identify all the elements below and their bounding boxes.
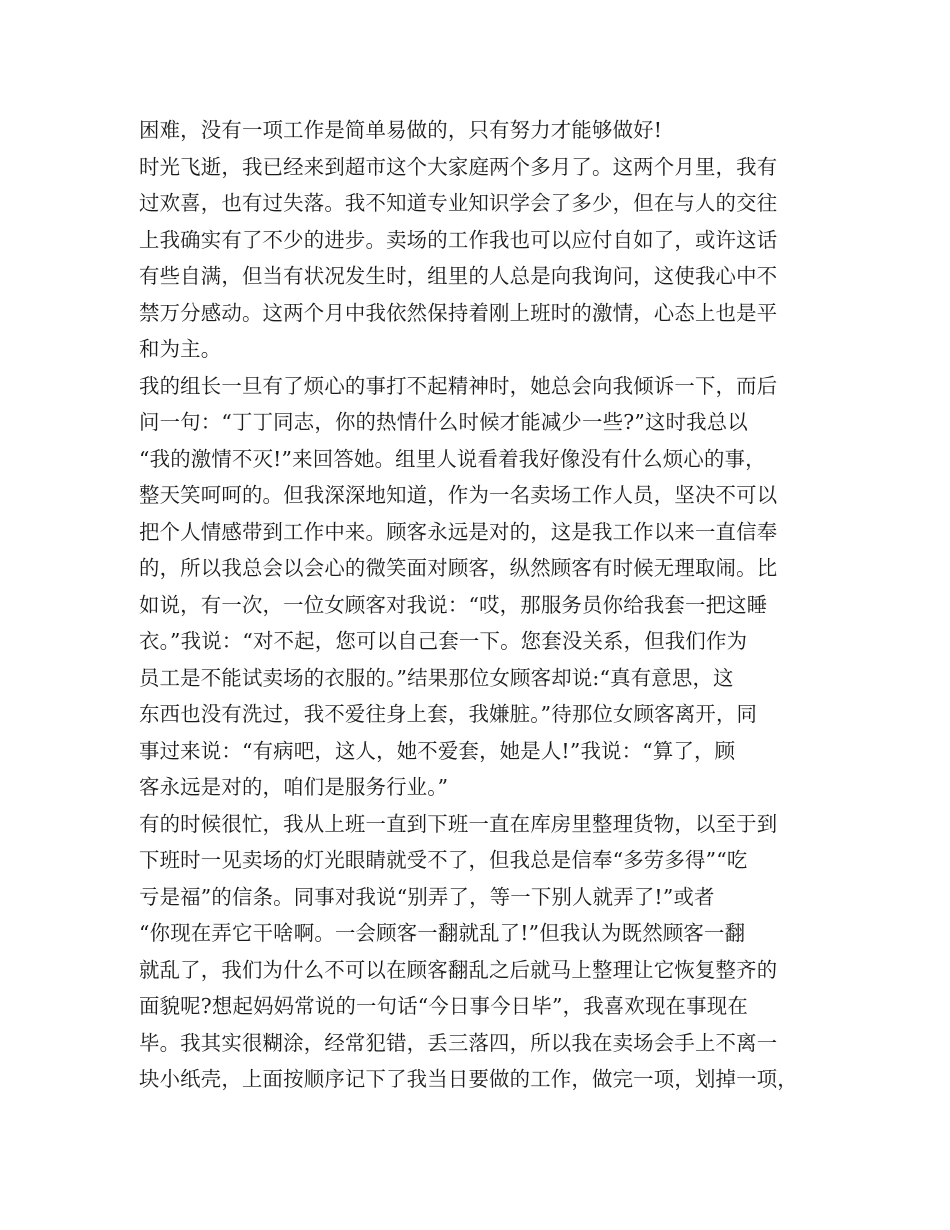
text-line: 的，所以我总会以会心的微笑面对顾客，纵然顾客有时候无理取闹。比 (139, 556, 778, 580)
text-line: 和为主。 (139, 337, 222, 361)
text-line: 面貌呢?想起妈妈常说的一句话“今日事今日毕”，我喜欢现在事现在 (139, 994, 748, 1018)
text-line: 毕。我其实很糊涂，经常犯错，丢三落四，所以我在卖场会手上不离一 (139, 1030, 778, 1055)
text-line: 事过来说：“有病吧，这人，她不爱套，她是人!”我说：“算了，顾 (139, 738, 736, 763)
text-line: 亏是福”的信条。同事对我说“别弄了，等一下别人就弄了!”或者 (139, 884, 715, 909)
text-line: “我的激情不灭!”来回答她。组里人说看着我好像没有什么烦心的事， (139, 446, 766, 471)
text-line: 客永远是对的，咱们是服务行业。” (139, 775, 449, 799)
text-line: 衣。”我说：“对不起，您可以自己套一下。您套没关系，但我们作为 (139, 629, 748, 653)
text-line: 有的时候很忙，我从上班一直到下班一直在库房里整理货物，以至于到 (139, 811, 778, 836)
text-line: 有些自满，但当有状况发生时，组里的人总是向我询问，这使我心中不 (139, 264, 778, 288)
text-line: 下班时一见卖场的灯光眼睛就受不了，但我总是信奉“多劳多得”“吃 (139, 848, 748, 872)
text-line: 员工是不能试卖场的衣服的。”结果那位女顾客却说:“真有意思，这 (139, 665, 734, 690)
text-line: 禁万分感动。这两个月中我依然保持着刚上班时的激情，心态上也是平 (139, 300, 778, 325)
text-line: 东西也没有洗过，我不爱往身上套，我嫌脏。”待那位女顾客离开，同 (139, 702, 758, 726)
text-line: 如说，有一次，一位女顾客对我说：“哎，那服务员你给我套一把这睡 (139, 592, 768, 617)
text-line: 我的组长一旦有了烦心的事打不起精神时，她总会向我倾诉一下，而后 (139, 373, 778, 398)
text-line: 问一句：“丁丁同志，你的热情什么时候才能减少一些?”这时我总以 (139, 410, 748, 434)
text-line: 时光飞逝，我已经来到超市这个大家庭两个多月了。这两个月里，我有 (139, 154, 778, 179)
text-line: 块小纸壳，上面按顺序记下了我当日要做的工作，做完一项，划掉一项， (139, 1067, 798, 1091)
text-line: 过欢喜，也有过失落。我不知道专业知识学会了多少，但在与人的交往 (139, 191, 778, 215)
text-line: 困难，没有一项工作是简单易做的，只有努力才能够做好! (139, 118, 663, 142)
text-line: 把个人情感带到工作中来。顾客永远是对的，这是我工作以来一直信奉 (139, 519, 778, 544)
document-body (139, 112, 819, 1098)
text-line: 整天笑呵呵的。但我深深地知道，作为一名卖场工作人员，坚决不可以 (139, 483, 778, 507)
text-line: 就乱了，我们为什么不可以在顾客翻乱之后就马上整理让它恢复整齐的 (139, 957, 778, 982)
text-line: “你现在弄它干啥啊。一会顾客一翻就乱了!”但我认为既然顾客一翻 (139, 921, 746, 945)
text-line: 上我确实有了不少的进步。卖场的工作我也可以应付自如了，或许这话 (139, 227, 778, 252)
